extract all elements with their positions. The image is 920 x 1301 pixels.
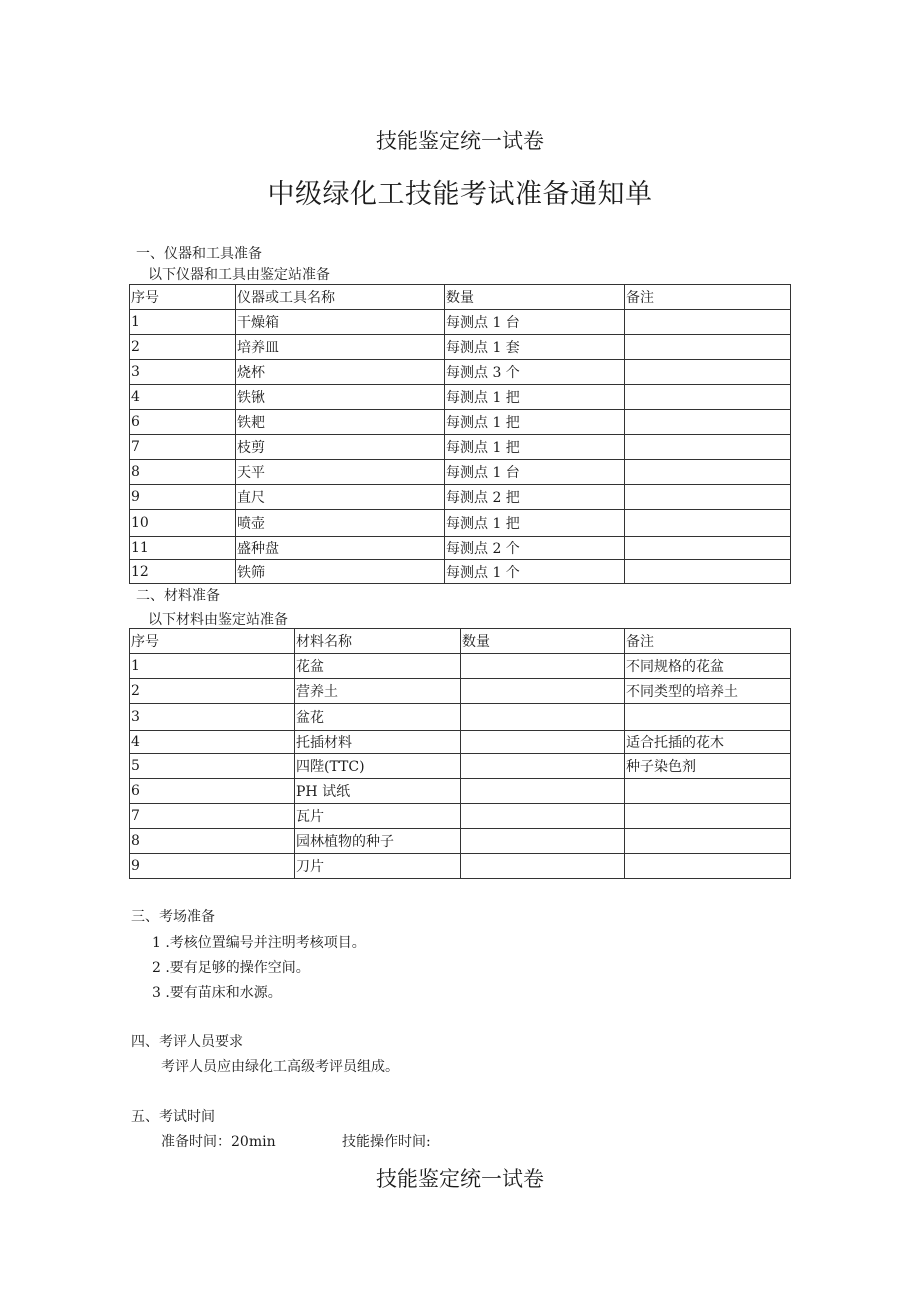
table-cell: 每测点 1 台 (445, 460, 625, 485)
table-cell: 10 (130, 510, 236, 537)
table-row (130, 654, 791, 679)
table-cell: 枝剪 (236, 435, 445, 460)
table-row (130, 779, 791, 804)
table-cell: 4 (130, 731, 295, 754)
table-header-cell: 序号 (130, 629, 295, 654)
table-cell (625, 360, 791, 385)
table-cell (461, 854, 625, 879)
table-cell: 1 (130, 310, 236, 335)
table-header-cell: 材料名称 (295, 629, 461, 654)
table-header-cell: 仪器或工具名称 (236, 285, 445, 310)
table-cell: 天平 (236, 460, 445, 485)
table-cell (625, 335, 791, 360)
table-cell: 每测点 1 把 (445, 435, 625, 460)
table-cell: 托插材料 (295, 731, 461, 754)
table-cell (625, 704, 791, 731)
table-cell: 7 (130, 804, 295, 829)
table-cell: 适合托插的花木 (625, 731, 791, 754)
prep-time: 准备时间：20min (161, 1134, 276, 1150)
table-cell: 11 (130, 537, 236, 560)
table-cell: 每测点 1 套 (445, 335, 625, 360)
section5-heading: 五、考试时间 (131, 1109, 215, 1125)
table-cell: 直尺 (236, 485, 445, 510)
table-cell: 花盆 (295, 654, 461, 679)
table-cell (625, 485, 791, 510)
table-cell (625, 537, 791, 560)
table-cell (625, 804, 791, 829)
page-title: 中级绿化工技能考试准备通知单 (267, 179, 653, 210)
section3-heading: 三、考场准备 (131, 909, 215, 925)
table-cell (461, 754, 625, 779)
table-cell: 喷壶 (236, 510, 445, 537)
table-cell (625, 510, 791, 537)
table-cell: 四陛(TTC) (295, 754, 461, 779)
table-cell: 1 (130, 654, 295, 679)
table-row (130, 435, 791, 460)
table-cell: 2 (130, 679, 295, 704)
table-cell: 铁耙 (236, 410, 445, 435)
section1-note: 以下仪器和工具由鉴定站准备 (148, 267, 330, 283)
section2-note: 以下材料由鉴定站准备 (148, 612, 288, 628)
table-cell: PH 试纸 (295, 779, 461, 804)
table-cell: 种子染色剂 (625, 754, 791, 779)
table-cell: 铁锹 (236, 385, 445, 410)
table-cell: 7 (130, 435, 236, 460)
section1-heading: 一、仪器和工具准备 (136, 246, 262, 262)
table-cell: 每测点 2 个 (445, 537, 625, 560)
table-header-cell: 数量 (445, 285, 625, 310)
table-cell: 不同规格的花盆 (625, 654, 791, 679)
section4-text: 考评人员应由绿化工高级考评员组成。 (161, 1059, 399, 1075)
table-cell: 4 (130, 385, 236, 410)
section3-item: 1 .考核位置编号并注明考核项目。 (152, 935, 366, 951)
table-cell (461, 704, 625, 731)
table-cell: 盆花 (295, 704, 461, 731)
table-row (130, 335, 791, 360)
table-cell (461, 829, 625, 854)
table-cell (461, 679, 625, 704)
footer-title: 技能鉴定统一试卷 (376, 1167, 544, 1191)
table-cell: 9 (130, 854, 295, 879)
section4-heading: 四、考评人员要求 (131, 1034, 243, 1050)
table-header-cell: 备注 (625, 285, 791, 310)
table-cell (625, 385, 791, 410)
table-cell: 每测点 2 把 (445, 485, 625, 510)
table-header-cell: 序号 (130, 285, 236, 310)
table-cell: 每测点 1 台 (445, 310, 625, 335)
table-row (130, 560, 791, 584)
section2-heading: 二、材料准备 (136, 588, 220, 604)
table-row (130, 829, 791, 854)
operation-time: 技能操作时间: (342, 1134, 431, 1150)
table-cell (461, 804, 625, 829)
table-row (130, 410, 791, 435)
table-cell: 9 (130, 485, 236, 510)
table-row (130, 537, 791, 560)
table-cell: 6 (130, 779, 295, 804)
table-cell: 刀片 (295, 854, 461, 879)
table-cell (625, 829, 791, 854)
table-cell: 干燥箱 (236, 310, 445, 335)
table-cell (625, 310, 791, 335)
table-cell (625, 460, 791, 485)
table-row (130, 310, 791, 335)
table-row (130, 854, 791, 879)
table-cell (625, 435, 791, 460)
table-row (130, 704, 791, 731)
table-cell (461, 654, 625, 679)
table-row (130, 754, 791, 779)
table-cell: 每测点 1 把 (445, 410, 625, 435)
table-cell: 8 (130, 829, 295, 854)
instruments-table (129, 284, 791, 584)
table-row (130, 485, 791, 510)
table-cell: 培养皿 (236, 335, 445, 360)
table-row (130, 731, 791, 754)
table-row (130, 679, 791, 704)
table-cell: 瓦片 (295, 804, 461, 829)
section3-item: 3 .要有苗床和水源。 (152, 985, 282, 1001)
table-cell (461, 731, 625, 754)
table-row (130, 460, 791, 485)
table-cell: 烧杯 (236, 360, 445, 385)
table-row (130, 360, 791, 385)
table-cell: 2 (130, 335, 236, 360)
table-cell: 8 (130, 460, 236, 485)
table-cell: 营养土 (295, 679, 461, 704)
header-title: 技能鉴定统一试卷 (376, 129, 544, 153)
table-row (130, 510, 791, 537)
table-cell (625, 854, 791, 879)
table-cell: 每测点 1 把 (445, 510, 625, 537)
table-row (130, 385, 791, 410)
table-header-cell: 备注 (625, 629, 791, 654)
table-cell (625, 560, 791, 584)
table-cell: 园林植物的种子 (295, 829, 461, 854)
table-cell (625, 410, 791, 435)
table-header-cell: 数量 (461, 629, 625, 654)
section3-item: 2 .要有足够的操作空间。 (152, 960, 310, 976)
table-cell: 不同类型的培养土 (625, 679, 791, 704)
table-cell (461, 779, 625, 804)
table-cell: 5 (130, 754, 295, 779)
table-row (130, 804, 791, 829)
table-cell: 每测点 3 个 (445, 360, 625, 385)
table-cell: 6 (130, 410, 236, 435)
materials-table (129, 628, 791, 879)
table-cell: 盛种盘 (236, 537, 445, 560)
table-cell: 每测点 1 个 (445, 560, 625, 584)
table-cell: 3 (130, 704, 295, 731)
table-header-row (130, 629, 791, 654)
table-cell: 3 (130, 360, 236, 385)
table-cell: 每测点 1 把 (445, 385, 625, 410)
table-cell: 铁筛 (236, 560, 445, 584)
table-cell: 12 (130, 560, 236, 584)
table-header-row (130, 285, 791, 310)
table-cell (625, 779, 791, 804)
